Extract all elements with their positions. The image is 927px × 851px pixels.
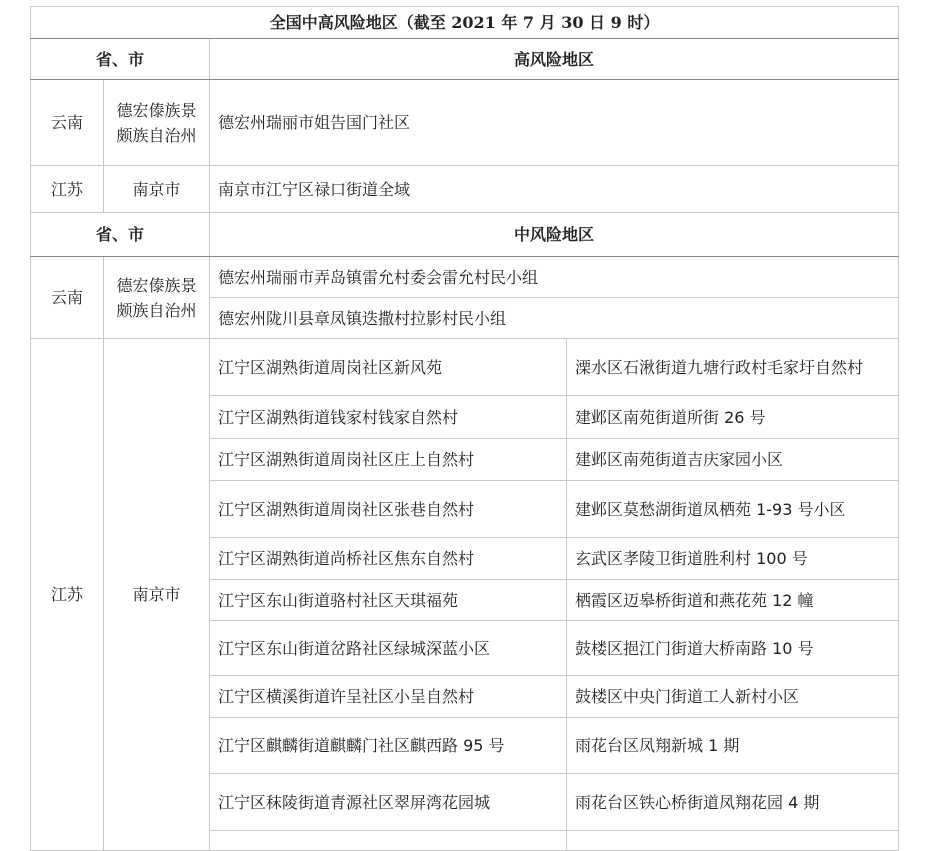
area-cell: 建邺区南苑街道吉庆家园小区 xyxy=(567,439,899,481)
high-header-areas: 高风险地区 xyxy=(210,39,899,80)
area-cell: 栖霞区迈皋桥街道和燕花苑 12 幢 xyxy=(567,580,899,621)
title-row xyxy=(31,7,899,39)
area-cell: 江宁区东山街道骆村社区天琪福苑 xyxy=(210,580,567,621)
area-cell xyxy=(210,831,567,851)
area-cell: 鼓楼区挹江门街道大桥南路 10 号 xyxy=(567,621,899,676)
province-cell: 云南 xyxy=(31,257,104,339)
area-cell: 江宁区秣陵街道青源社区翠屏湾花园城 xyxy=(210,774,567,831)
area-cell: 江宁区湖熟街道周岗社区庄上自然村 xyxy=(210,439,567,481)
area-cell: 玄武区孝陵卫街道胜利村 100 号 xyxy=(567,538,899,580)
table-row xyxy=(31,339,899,396)
area-cell: 雨花台区铁心桥街道凤翔花园 4 期 xyxy=(567,774,899,831)
area-cell: 江宁区湖熟街道周岗社区张巷自然村 xyxy=(210,481,567,538)
area-cell: 鼓楼区中央门街道工人新村小区 xyxy=(567,676,899,718)
area-cell: 江宁区湖熟街道钱家村钱家自然村 xyxy=(210,396,567,439)
city-cell: 南京市 xyxy=(104,166,210,213)
medium-header-areas: 中风险地区 xyxy=(210,213,899,257)
area-cell: 江宁区麒麟街道麒麟门社区麒西路 95 号 xyxy=(210,718,567,774)
area-cell: 南京市江宁区禄口街道全域 xyxy=(210,166,899,213)
province-cell: 云南 xyxy=(31,80,104,166)
province-cell: 江苏 xyxy=(31,166,104,213)
risk-areas-table xyxy=(30,6,899,851)
city-cell: 南京市 xyxy=(104,339,210,851)
table-row xyxy=(31,166,899,213)
area-cell: 德宏州陇川县章凤镇迭撒村拉影村民小组 xyxy=(210,298,899,339)
medium-risk-header-row xyxy=(31,213,899,257)
area-cell: 江宁区东山街道岔路社区绿城深蓝小区 xyxy=(210,621,567,676)
city-cell: 德宏傣族景颇族自治州 xyxy=(104,257,210,339)
area-cell: 德宏州瑞丽市弄岛镇雷允村委会雷允村民小组 xyxy=(210,257,899,298)
area-cell: 溧水区石湫街道九塘行政村毛家圩自然村 xyxy=(567,339,899,396)
province-cell: 江苏 xyxy=(31,339,104,851)
high-header-province-city: 省、市 xyxy=(31,39,210,80)
area-cell: 江宁区横溪街道许呈社区小呈自然村 xyxy=(210,676,567,718)
area-cell: 雨花台区凤翔新城 1 期 xyxy=(567,718,899,774)
area-cell xyxy=(567,831,899,851)
area-cell: 建邺区莫愁湖街道凤栖苑 1-93 号小区 xyxy=(567,481,899,538)
medium-header-province-city: 省、市 xyxy=(31,213,210,257)
city-cell: 德宏傣族景颇族自治州 xyxy=(104,80,210,166)
area-cell: 德宏州瑞丽市姐告国门社区 xyxy=(210,80,899,166)
table-row xyxy=(31,257,899,298)
area-cell: 江宁区湖熟街道尚桥社区焦东自然村 xyxy=(210,538,567,580)
area-cell: 江宁区湖熟街道周岗社区新风苑 xyxy=(210,339,567,396)
area-cell: 建邺区南苑街道所街 26 号 xyxy=(567,396,899,439)
table-row xyxy=(31,80,899,166)
high-risk-header-row xyxy=(31,39,899,80)
page-title: 全国中高风险地区（截至 2021 年 7 月 30 日 9 时） xyxy=(31,7,899,39)
